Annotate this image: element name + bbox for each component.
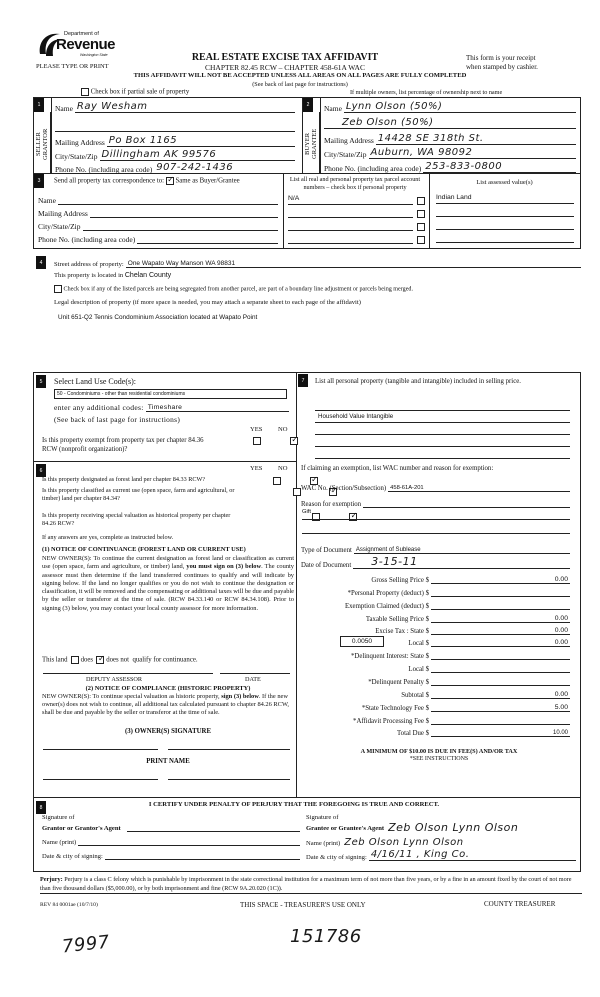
buyer-mailing-row: Mailing Address 14428 SE 318th St. — [324, 131, 576, 145]
personal-property-checkbox[interactable] — [417, 223, 425, 231]
excise-local-row: Local $ 0.00 — [386, 636, 570, 647]
historic-no-checkbox[interactable] — [349, 513, 357, 521]
section-8 — [33, 798, 581, 872]
section-number-2: 2 — [303, 98, 313, 112]
corr-phone-field[interactable] — [137, 233, 278, 244]
minimum-note: A MINIMUM OF $10.00 IS DUE IN FEE(S) AND/OR TAX — [360, 748, 518, 755]
county-treasurer-label: COUNTY TREASURER — [484, 900, 556, 908]
personal-property-checkbox[interactable] — [417, 197, 425, 205]
owner-signature-title: (3) OWNER(S) SIGNATURE — [125, 728, 211, 735]
delinquent-interest-local-field[interactable] — [431, 662, 570, 673]
notice-compliance-title: (2) NOTICE OF COMPLIANCE (HISTORIC PROPERTY) — [85, 685, 251, 692]
excise-state-row: Excise Tax : State $ 0.00 — [301, 624, 570, 635]
form-subtitle: CHAPTER 82.45 RCW – CHAPTER 458-61A WAC — [205, 63, 365, 72]
notice-continuance-title: (1) NOTICE OF CONTINUANCE (FOREST LAND OR CURRENT USE) — [42, 546, 246, 553]
county-row: This property is located in Chelan County — [54, 272, 172, 279]
additional-codes-row: enter any additional codes: Timeshare — [54, 401, 289, 412]
deputy-assessor-label: DEPUTY ASSESSOR — [86, 676, 142, 683]
form-id: REV 84 0001ae (10/7/10) — [40, 902, 98, 908]
perjury-notice: Perjury: Perjury is a class C felony which is punishable by imprisonment in the state correctional institution for a maximum term of not more than five years, or by a fine in an amount fixed by the court of not more than five thousand dollars ($5,000.00), or by both imprisonment and fine (RCW 9A.20.020 (1C)). — [40, 876, 582, 894]
corr-name-row: Name — [38, 193, 278, 205]
print-name-title: PRINT NAME — [146, 758, 190, 765]
grantor-date-row: Date & city of signing: — [42, 849, 300, 860]
assessed-header: List assessed value(s) — [476, 179, 533, 186]
seller-label: SELLER GRANTOR — [35, 128, 49, 160]
assessed-value-field[interactable] — [436, 220, 574, 230]
buyer-city-row: City/State/Zip Auburn, WA 98092 — [324, 145, 576, 159]
buyer-name-row: Name Lynn Olson (50%) — [324, 99, 576, 113]
owner-signature-line-1[interactable] — [43, 749, 158, 750]
exempt-yes-checkbox[interactable] — [253, 437, 261, 445]
excise-local-field[interactable]: 0.00 — [431, 636, 570, 647]
partial-sale-checkbox[interactable] — [81, 88, 89, 96]
historic-question: Is this property receiving special valuation as historical property per chapter 84.26 RCW? — [42, 512, 231, 527]
delinquent-interest-state-row: *Delinquent Interest: State $ — [301, 649, 570, 660]
parcel-row — [288, 207, 425, 218]
reason-value[interactable]: Gift — [302, 509, 312, 515]
parties-section — [33, 97, 581, 174]
continuance-row: This land does ✓ does not qualify for continuance. — [42, 656, 198, 664]
buyer-name-field-2[interactable]: Zeb Olson (50%) — [324, 116, 576, 129]
personal-property-checkbox[interactable] — [417, 236, 425, 244]
corr-name-field[interactable] — [58, 194, 278, 205]
assessed-value-field[interactable] — [436, 233, 574, 243]
doc-date-row: Date of Document 3-15-11 — [301, 556, 570, 569]
section-number-7: 7 — [298, 374, 308, 387]
receipt-note-2: when stamped by cashier. — [466, 63, 538, 71]
historic-yes-checkbox[interactable] — [312, 513, 320, 521]
buyer-side-strip — [303, 112, 320, 174]
subtotal-row: Subtotal $ 0.00 — [301, 688, 570, 699]
total-due-row: Total Due $ 10.00 — [301, 726, 570, 737]
delinquent-penalty-field[interactable] — [431, 675, 570, 686]
parcel-row — [288, 220, 425, 231]
print-name-line-2[interactable] — [168, 779, 290, 780]
does-not-qualify-checkbox[interactable] — [96, 656, 104, 664]
parcel-row — [288, 194, 425, 205]
treasurer-space-label: THIS SPACE - TREASURER'S USE ONLY — [240, 901, 366, 909]
reason-field[interactable] — [363, 497, 570, 508]
corr-city-field[interactable] — [83, 220, 279, 231]
segregated-checkbox[interactable] — [54, 285, 62, 293]
does-qualify-checkbox[interactable] — [71, 656, 79, 664]
no-header-5: NO — [278, 426, 288, 433]
grantor-date-field[interactable] — [105, 849, 300, 860]
grantee-date-field[interactable]: 4/16/11 , King Co. — [369, 849, 576, 861]
seller-name-field[interactable]: Ray Wesham — [75, 100, 295, 113]
personal-property-line[interactable] — [315, 425, 570, 435]
personal-property-line[interactable] — [315, 449, 570, 459]
land-use-title: Select Land Use Code(s): — [54, 377, 136, 386]
personal-property-line[interactable] — [315, 437, 570, 447]
handwritten-number-1: 7997 — [61, 931, 111, 958]
grantee-name-field[interactable]: Zeb Olson Lynn Olson — [344, 837, 464, 848]
section-number-1: 1 — [34, 98, 44, 112]
grantor-name-row: Name (print) — [42, 835, 300, 846]
instructions-note: (See back of last page for instructions) — [252, 81, 348, 88]
parcel-header: List all real and personal property tax parcel account numbers – check box if personal property — [289, 176, 421, 191]
grantee-signature-field[interactable]: Zeb Olson Lynn Olson — [388, 821, 519, 834]
grantor-name-field[interactable] — [78, 835, 300, 846]
buyer-name-row-2 — [324, 115, 576, 129]
parcel-row — [288, 233, 425, 244]
multiple-owners-note: If multiple owners, list percentage of ownership next to name — [350, 89, 503, 96]
parcel-field[interactable] — [288, 208, 413, 218]
personal-property-deduct-field[interactable] — [431, 586, 570, 597]
corr-city-row: City/State/Zip — [38, 219, 278, 231]
grantee-signature-row: Grantee or Grantee's Agent Zeb Olson Lynn Olson — [306, 819, 576, 832]
same-as-buyer-checkbox[interactable] — [166, 177, 174, 185]
parcel-field[interactable] — [288, 221, 413, 231]
subtotal-field[interactable]: 0.00 — [431, 688, 570, 699]
segregated-row: Check box if any of the listed parcels are being segregated from another parcel, are part of a boundary line adjustment or parcels being merged. — [54, 285, 413, 293]
seller-name-line-2[interactable] — [55, 131, 295, 132]
seller-city-row: City/State/Zip Dillingham AK 99576 — [55, 147, 295, 161]
buyer-label: BUYER GRANTEE — [304, 128, 318, 160]
additional-codes-field[interactable]: Timeshare — [146, 401, 289, 412]
assessed-value-field[interactable]: Indian Land — [436, 194, 574, 204]
buyer-mailing-field[interactable]: 14428 SE 318th St. — [376, 132, 576, 145]
see-back-note: (See back of last page for instructions) — [54, 415, 181, 424]
street-address-field[interactable]: One Wapato Way Manson WA 98831 — [126, 257, 581, 268]
certify-statement: I CERTIFY UNDER PENALTY OF PERJURY THAT THE FOREGOING IS TRUE AND CORRECT. — [148, 801, 440, 808]
section-3 — [33, 174, 581, 249]
taxable-selling-field[interactable]: 0.00 — [431, 612, 570, 623]
notice-compliance-body: NEW OWNER(S): To continue special valuation as historic property, sign (3) below. If the new owner(s) does not wish to continue, all additional tax calculated pursuant to chapter 84.26 RCW, shall be due and payable by the seller or transferor at the time of sale. — [42, 693, 289, 716]
personal-property-deduct-row: *Personal Property (deduct) $ — [301, 586, 570, 597]
grantee-date-row: Date & city of signing: 4/16/11 , King Co. — [306, 849, 576, 861]
grantee-signature-of: Signature of — [306, 814, 339, 821]
parcel-field[interactable]: N/A — [288, 195, 413, 205]
handwritten-number-2: 151786 — [290, 926, 362, 947]
deputy-assessor-line[interactable] — [43, 673, 213, 674]
doc-type-row: Type of Document Assignment of Sublease — [301, 543, 570, 554]
legal-description-label: Legal description of property (if more space is needed, you may attach a separate sheet to each page of the affidavit) — [54, 299, 361, 306]
receipt-note-1: This form is your receipt — [466, 54, 536, 62]
parcel-field[interactable] — [288, 234, 413, 244]
section-number-6: 6 — [36, 464, 46, 477]
corr-mailing-row: Mailing Address — [38, 206, 278, 218]
seller-mailing-row: Mailing Address Po Box 1165 — [55, 133, 295, 147]
buyer-name-field[interactable]: Lynn Olson (50%) — [344, 100, 576, 113]
seller-phone-field[interactable]: 907-242-1436 — [154, 161, 295, 174]
yes-header-5: YES — [250, 426, 263, 433]
owner-signature-line-2[interactable] — [168, 749, 290, 750]
current-use-yes-checkbox[interactable] — [293, 488, 301, 496]
gross-selling-field[interactable]: 0.00 — [431, 573, 570, 584]
personal-property-label: List all personal property (tangible and intangible) included in selling price. — [315, 378, 521, 385]
seller-side-strip — [34, 112, 51, 174]
sections-5-7 — [33, 372, 581, 798]
land-use-select[interactable]: 50 - Condominiums - other than residential condominiums — [54, 389, 287, 399]
reason-line-3[interactable] — [302, 533, 570, 534]
seller-city-field[interactable]: Dillingham AK 99576 — [100, 148, 296, 161]
corr-phone-row: Phone No. (including area code) — [38, 232, 278, 244]
buyer-phone-row: Phone No. (including area code) 253-833-0800 — [324, 159, 576, 173]
forest-question: Is this property designated as forest land per chapter 84.33 RCW? — [42, 476, 206, 483]
send-correspondence-row: Send all property tax correspondence to: ✓ Same as Buyer/Grantee — [54, 177, 240, 185]
local-rate-box[interactable]: 0.0050 — [340, 636, 384, 647]
buyer-phone-field[interactable]: 253-833-0800 — [423, 160, 576, 173]
logo-sub-text: Washington State — [80, 53, 108, 57]
form-title: REAL ESTATE EXCISE TAX AFFIDAVIT — [191, 52, 379, 63]
please-type-note: PLEASE TYPE OR PRINT — [36, 63, 109, 70]
reason-line-2[interactable] — [302, 519, 570, 520]
partial-sale-row — [81, 88, 189, 96]
corr-mailing-field[interactable] — [90, 207, 278, 218]
personal-property-line[interactable]: Household Value Intangible — [315, 413, 570, 423]
logo-top-text: Department of — [64, 31, 99, 37]
wac-row: WAC No. (Section/Subsection) 458-61A-201 — [301, 481, 570, 492]
assessor-date-line[interactable] — [220, 673, 290, 674]
seller-name-row: Name Ray Wesham — [55, 99, 295, 113]
section-number-5: 5 — [36, 375, 46, 388]
gross-selling-row: Gross Selling Price $ 0.00 — [301, 573, 570, 584]
exemption-claimed-field[interactable] — [431, 599, 570, 610]
county-value[interactable]: Chelan County — [124, 272, 172, 279]
see-instructions: *SEE INSTRUCTIONS — [409, 756, 469, 762]
personal-property-line[interactable] — [315, 402, 570, 411]
delinquent-penalty-row: *Delinquent Penalty $ — [301, 675, 570, 686]
no-header-6: NO — [278, 465, 288, 472]
delinquent-interest-state-field[interactable] — [431, 649, 570, 660]
section-number-4: 4 — [36, 256, 46, 269]
total-due-field[interactable]: 10.00 — [431, 726, 570, 737]
partial-sale-label: Check box if partial sale of property — [90, 88, 190, 96]
section-number-3: 3 — [34, 174, 44, 188]
processing-fee-row: *Affidavit Processing Fee $ — [301, 714, 570, 725]
grantor-signature-of: Signature of — [42, 814, 75, 821]
completion-warning: THIS AFFIDAVIT WILL NOT BE ACCEPTED UNLESS ALL AREAS ON ALL PAGES ARE FULLY COMPLETED — [133, 72, 467, 79]
notice-continuance-body: NEW OWNER(S): To continue the current designation as forest land or classification as current use (open space, farm and agriculture, or timber) land, you must sign on (3) below. The county assessor must then determine if the land transferred continues to qualify and will indicate by signing below. If the land no longer qualifies or you do not wish to continue the designation or classification, it will be removed and the compensating or additional taxes will be due and payable by the seller or transferor at the time of sale. (RCW 84.33.140 or RCW 84.34.108). Prior to signing (3) below, you may contact your local county assessor for more information. — [42, 555, 294, 612]
doc-type-field[interactable]: Assignment of Sublease — [354, 543, 570, 554]
grantee-name-row: Name (print) Zeb Olson Lynn Olson — [306, 835, 576, 847]
grantor-signature-row: Grantor or Grantor's Agent — [42, 821, 300, 832]
processing-fee-field[interactable] — [431, 714, 570, 725]
yes-header-6: YES — [250, 465, 263, 472]
seller-phone-row: Phone No. (including area code) 907-242-1436 — [55, 160, 295, 174]
taxable-selling-row: Taxable Selling Price $ 0.00 — [301, 612, 570, 623]
doc-date-field[interactable]: 3-15-11 — [353, 556, 570, 569]
grantor-signature-field[interactable] — [127, 821, 300, 832]
delinquent-interest-local-row: Local $ — [301, 662, 570, 673]
forest-yes-checkbox[interactable] — [273, 477, 281, 485]
exempt-question: Is this property exempt from property tax per chapter 84.36 RCW (nonprofit organization)? — [42, 437, 204, 453]
revenue-logo — [36, 30, 126, 60]
reason-row: Reason for exemption — [301, 497, 570, 508]
legal-description-value[interactable]: Unit 651-Q2 Tennis Condominium Association located at Wapato Point — [58, 314, 258, 321]
technology-fee-field[interactable]: 5.00 — [431, 701, 570, 712]
excise-state-field[interactable]: 0.00 — [431, 624, 570, 635]
buyer-city-field[interactable]: Auburn, WA 98092 — [369, 146, 577, 159]
exemption-claimed-row: Exemption Claimed (deduct) $ — [301, 599, 570, 610]
section-number-8: 8 — [36, 801, 46, 814]
street-address-row: Street address of property: One Wapato Way Manson WA 98831 — [54, 256, 581, 268]
logo-main-text: Revenue — [56, 36, 116, 53]
current-use-question: Is this property classified as current use (open space, farm and agricultural, or timber) land per chapter 84.34? — [42, 487, 235, 502]
if-yes-note: If any answers are yes, complete as instructed below. — [42, 534, 174, 541]
seller-mailing-field[interactable]: Po Box 1165 — [107, 134, 295, 147]
technology-fee-row: *State Technology Fee $ 5.00 — [301, 701, 570, 712]
exempt-no-checkbox[interactable] — [290, 437, 298, 445]
assessor-date-label: DATE — [245, 676, 261, 683]
exemption-header: If claiming an exemption, list WAC number and reason for exemption: — [301, 465, 494, 472]
print-name-line-1[interactable] — [43, 779, 158, 780]
personal-property-checkbox[interactable] — [417, 210, 425, 218]
assessed-value-field[interactable] — [436, 207, 574, 217]
wac-field[interactable]: 458-61A-201 — [388, 481, 570, 492]
